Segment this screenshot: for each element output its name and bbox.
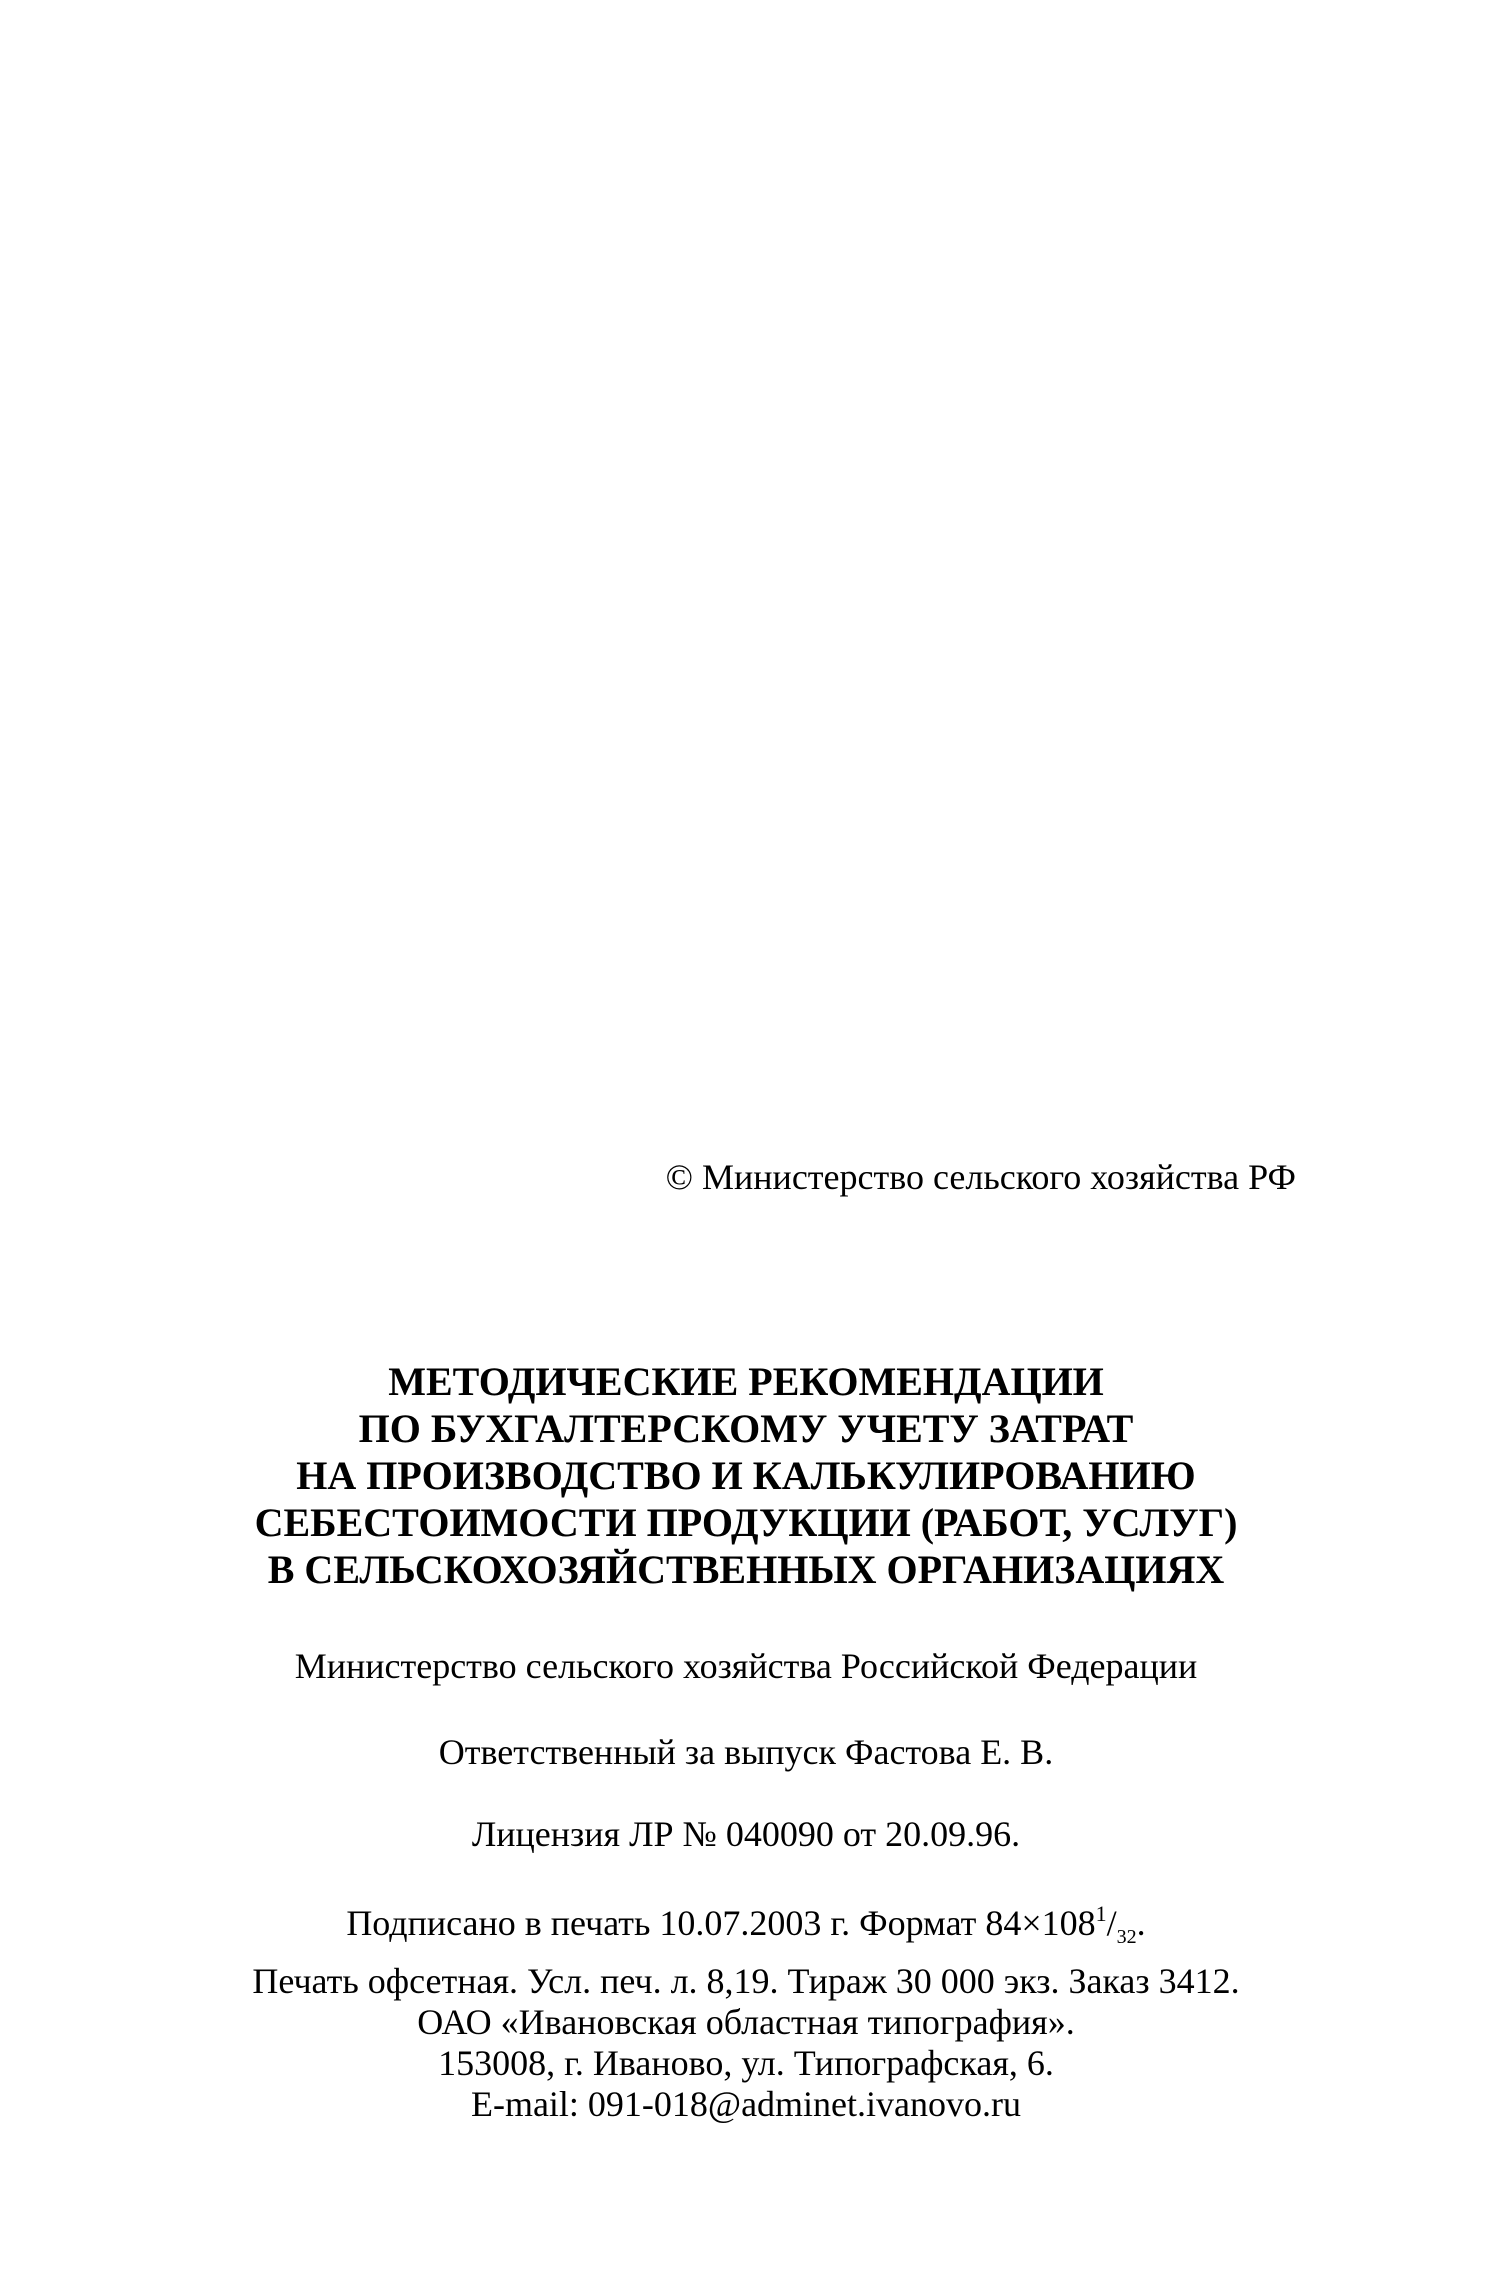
title-line: СЕБЕСТОИМОСТИ ПРОДУКЦИИ (РАБОТ, УСЛУГ) xyxy=(254,1500,1238,1545)
printer-email: E-mail: 091-018@adminet.ivanovo.ru xyxy=(470,2084,1022,2124)
format-fraction-separator: / xyxy=(1106,1903,1117,1943)
signed-for-print-text: Подписано в печать 10.07.2003 г. Формат 84×108 xyxy=(346,1903,1096,1943)
title-line: ПО БУХГАЛТЕРСКОМУ УЧЕТУ ЗАТРАТ xyxy=(358,1406,1134,1451)
printer-info xyxy=(0,2002,1492,2125)
document-title xyxy=(0,1358,1492,1593)
title-line: В СЕЛЬСКОХОЗЯЙСТВЕННЫХ ОРГАНИЗАЦИЯХ xyxy=(267,1547,1225,1592)
print-details xyxy=(0,1892,1492,2003)
title-line: НА ПРОИЗВОДСТВО И КАЛЬКУЛИРОВАНИЮ xyxy=(296,1453,1196,1498)
copyright-notice: © Министерство сельского хозяйства РФ xyxy=(665,1157,1296,1197)
printer-address: 153008, г. Иваново, ул. Типографская, 6. xyxy=(438,2043,1054,2083)
title-line: МЕТОДИЧЕСКИЕ РЕКОМЕНДАЦИИ xyxy=(388,1359,1104,1404)
printer-name: ОАО «Ивановская областная типография». xyxy=(417,2002,1075,2042)
format-fraction-numerator: 1 xyxy=(1095,1901,1107,1926)
publisher-ministry: Министерство сельского хозяйства Российской Федерации xyxy=(294,1646,1198,1686)
format-fraction-denominator: 32 xyxy=(1116,1926,1137,1948)
license-number: Лицензия ЛР № 040090 от 20.09.96. xyxy=(471,1814,1021,1854)
signed-for-print-line xyxy=(0,1892,1492,1959)
signed-for-print-end: . xyxy=(1136,1903,1146,1943)
responsible-editor: Ответственный за выпуск Фастова Е. В. xyxy=(438,1732,1054,1772)
print-run-details: Печать офсетная. Усл. печ. л. 8,19. Тираж 30 000 экз. Заказ 3412. xyxy=(252,1961,1240,2001)
